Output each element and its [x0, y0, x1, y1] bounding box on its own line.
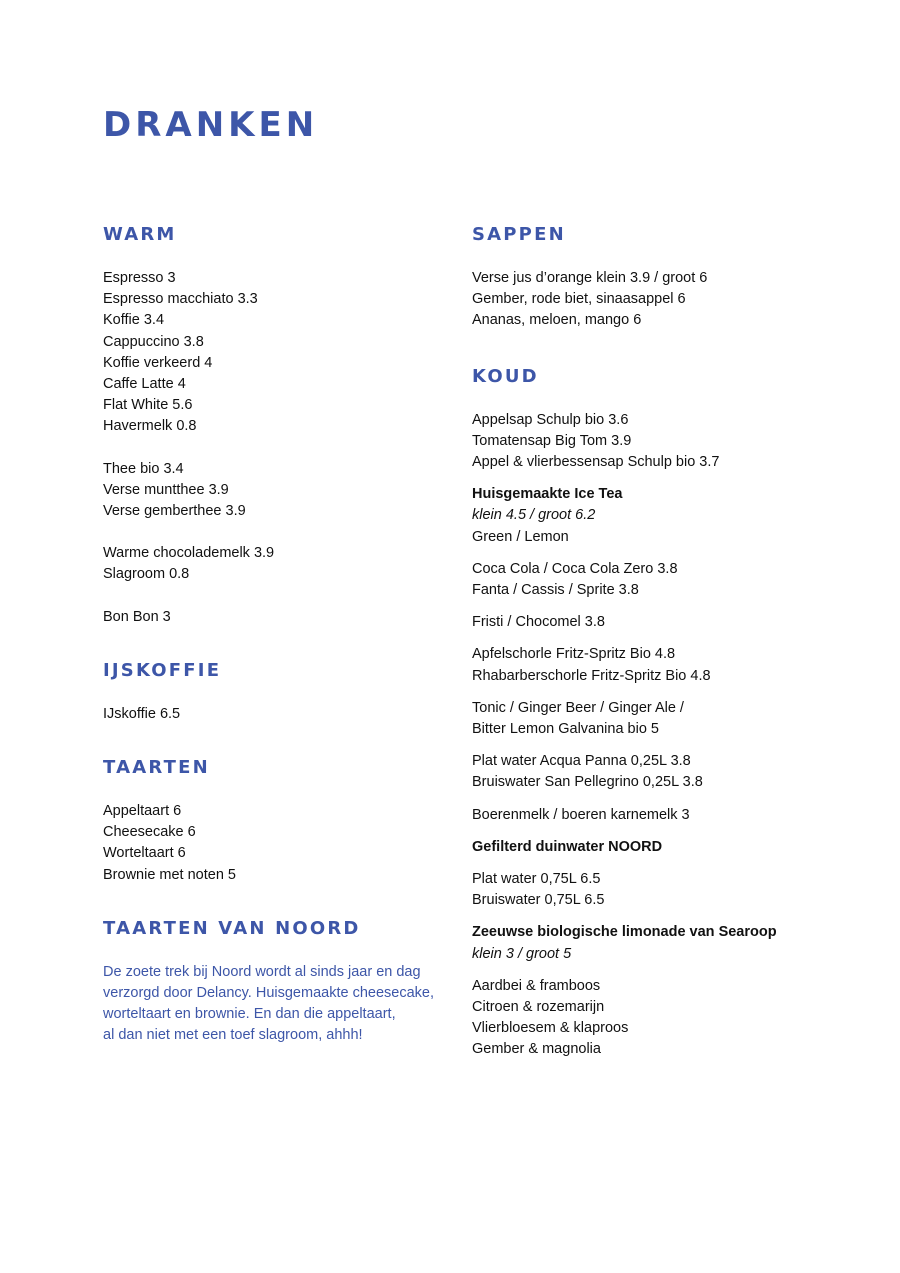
menu-item: Koffie verkeerd 4 — [103, 354, 213, 371]
warm-list — [103, 268, 448, 628]
menu-item: Thee bio 3.4 — [103, 460, 184, 477]
left-column — [103, 222, 448, 1047]
menu-item: Cheesecake 6 — [103, 824, 196, 841]
menu-subheading: Huisgemaakte Ice Tea — [472, 486, 623, 503]
menu-item: Bruiswater 0,75L 6.5 — [472, 892, 605, 909]
section-title-warm: WARM — [103, 224, 177, 245]
menu-item: Fanta / Cassis / Sprite 3.8 — [472, 582, 639, 599]
section-koud — [472, 364, 872, 1061]
menu-item: IJskoffie 6.5 — [103, 705, 181, 722]
menu-item: Appeltaart 6 — [103, 803, 182, 820]
section-taarten-van-noord — [103, 916, 448, 1047]
right-column — [472, 222, 872, 1061]
section-title-ijskoffie: IJSKOFFIE — [103, 659, 222, 681]
menu-item: Appelsap Schulp bio 3.6 — [472, 411, 629, 428]
section-title-koud: KOUD — [472, 365, 539, 387]
menu-item: Cappuccino 3.8 — [103, 333, 204, 350]
menu-item: Koffie 3.4 — [103, 312, 165, 329]
menu-item: Appel & vlierbessensap Schulp bio 3.7 — [472, 454, 720, 471]
menu-item: Caffe Latte 4 — [103, 376, 186, 393]
menu-item: Vlierbloesem & klaproos — [472, 1020, 629, 1037]
menu-item: Aardbei & framboos — [472, 977, 601, 994]
koud-list — [472, 410, 872, 1061]
section-warm — [103, 222, 448, 628]
menu-item: Bitter Lemon Galvanina bio 5 — [472, 721, 659, 738]
section-title-taarten-van-noord: TAARTEN VAN NOORD — [103, 917, 361, 939]
menu-item: Fristi / Chocomel 3.8 — [472, 614, 605, 631]
menu-item: Gember, rode biet, sinaasappel 6 — [472, 291, 686, 308]
menu-item: Ananas, meloen, mango 6 — [472, 312, 642, 329]
menu-item: Gember & magnolia — [472, 1041, 601, 1058]
menu-item: Bruiswater San Pellegrino 0,25L 3.8 — [472, 774, 703, 791]
price-note: klein 4.5 / groot 6.2 — [472, 507, 596, 524]
price-note: klein 3 / groot 5 — [472, 945, 572, 962]
menu-item: Verse muntthee 3.9 — [103, 481, 229, 498]
menu-item: Warme chocolademelk 3.9 — [103, 545, 275, 562]
section-taarten — [103, 755, 448, 886]
section-title-taarten: TAARTEN — [103, 757, 210, 779]
section-ijskoffie — [103, 658, 448, 725]
menu-item: Plat water Acqua Panna 0,25L 3.8 — [472, 753, 691, 770]
taarten-van-noord-text — [103, 962, 448, 1047]
menu-item: Citroen & rozemarijn — [472, 999, 605, 1016]
section-title-sappen: SAPPEN — [472, 224, 566, 245]
menu-item: Tonic / Ginger Beer / Ginger Ale / — [472, 699, 684, 716]
menu-item: Flat White 5.6 — [103, 397, 193, 414]
description-line: worteltaart en brownie. En dan die appeltaart, — [103, 1006, 396, 1023]
menu-item: Havermelk 0.8 — [103, 418, 197, 435]
menu-item: Apfelschorle Fritz-Spritz Bio 4.8 — [472, 646, 676, 663]
menu-item: Coca Cola / Coca Cola Zero 3.8 — [472, 560, 678, 577]
menu-item: Worteltaart 6 — [103, 845, 186, 862]
taarten-list — [103, 801, 448, 886]
menu-item: Espresso 3 — [103, 270, 176, 286]
page-title: DRANKEN — [103, 105, 319, 145]
description-line: De zoete trek bij Noord wordt al sinds jaar en dag — [103, 963, 421, 980]
menu-item: Verse gemberthee 3.9 — [103, 503, 246, 520]
menu-item: Espresso macchiato 3.3 — [103, 291, 258, 308]
menu-item: Verse jus d’orange klein 3.9 / groot 6 — [472, 270, 708, 286]
ijskoffie-list — [103, 704, 448, 725]
menu-item: Plat water 0,75L 6.5 — [472, 871, 601, 888]
description-line: verzorgd door Delancy. Huisgemaakte cheesecake, — [103, 985, 434, 1002]
description-line: al dan niet met een toef slagroom, ahhh! — [103, 1027, 363, 1044]
menu-subheading: Zeeuwse biologische limonade van Searoop — [472, 924, 777, 941]
menu-item: Tomatensap Big Tom 3.9 — [472, 432, 632, 449]
menu-item: Rhabarberschorle Fritz-Spritz Bio 4.8 — [472, 667, 711, 684]
menu-item: Boerenmelk / boeren karnemelk 3 — [472, 806, 690, 823]
menu-item: Slagroom 0.8 — [103, 566, 190, 583]
menu-item: Green / Lemon — [472, 528, 569, 545]
section-sappen — [472, 222, 872, 332]
menu-item: Bon Bon 3 — [103, 608, 171, 625]
sappen-list — [472, 268, 872, 332]
menu-item: Brownie met noten 5 — [103, 866, 236, 883]
menu-subheading: Gefilterd duinwater NOORD — [472, 838, 663, 855]
